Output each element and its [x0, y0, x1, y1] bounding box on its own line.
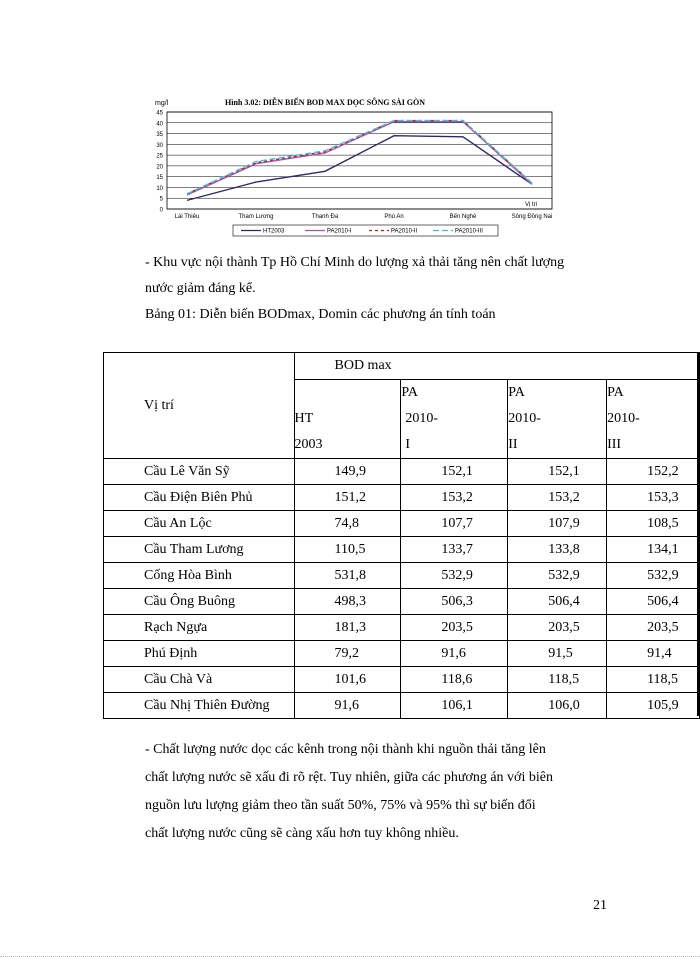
- value-cell: 106,0: [508, 693, 607, 719]
- location-header: Vị trí: [144, 397, 174, 413]
- location-cell: Cầu Ông Buông: [104, 589, 295, 615]
- x-tick-label: Phú An: [384, 214, 404, 220]
- y-tick-label: 25: [156, 153, 163, 160]
- y-tick-label: 40: [156, 121, 163, 128]
- col-ht-line-1: HT: [294, 411, 314, 426]
- legend-label: HT2003: [263, 228, 285, 235]
- bullet-line-2: nước giảm đáng kể.: [145, 281, 256, 296]
- value-cell: 506,3: [401, 589, 508, 615]
- table-row: [104, 641, 700, 667]
- table-row: [104, 563, 700, 589]
- value-cell: 151,2: [294, 485, 401, 511]
- table-caption: Bảng 01: Diễn biến BODmax, Domin các phương án tính toán: [145, 307, 496, 322]
- col-header-pa2010-iii: [607, 380, 700, 459]
- y-tick-label: 15: [156, 175, 163, 182]
- col-header-pa2010-i: [401, 380, 508, 459]
- bod-max-header-cell: [294, 353, 700, 380]
- value-cell: 531,8: [294, 563, 401, 589]
- value-cell: 498,3: [294, 589, 401, 615]
- col-ht-line-2: 2003: [294, 437, 323, 452]
- table-row: [104, 459, 700, 485]
- value-cell: 149,9: [294, 459, 401, 485]
- body-paragraph: [145, 736, 553, 848]
- value-cell: 91,5: [508, 641, 607, 667]
- table-row: [104, 537, 700, 563]
- bod-table: [103, 352, 700, 719]
- table-row: [104, 693, 700, 719]
- value-cell: 153,2: [508, 485, 607, 511]
- value-cell: 133,8: [508, 537, 607, 563]
- y-tick-label: 20: [156, 164, 163, 171]
- value-cell: 203,5: [508, 615, 607, 641]
- col-pa2-line-2: 2010-: [508, 411, 541, 426]
- value-cell: 506,4: [607, 589, 700, 615]
- value-cell: 101,6: [294, 667, 401, 693]
- x-tick-label: Thanh Đa: [311, 214, 339, 220]
- y-axis-label: mg/l: [155, 100, 169, 107]
- bod-max-header: BOD max: [334, 358, 392, 373]
- location-cell: Cầu An Lộc: [104, 511, 295, 537]
- location-cell: Cầu Lê Văn Sỹ: [104, 459, 295, 485]
- value-cell: 152,1: [401, 459, 508, 485]
- para-line-3: nguồn lưu lượng giảm theo tần suất 50%, 75% và 95% thì sự biến đổi: [145, 798, 536, 813]
- location-cell: Phú Định: [104, 641, 295, 667]
- value-cell: 79,2: [294, 641, 401, 667]
- legend-label: PA2010-I: [327, 228, 352, 235]
- col-pa2-line-1: PA: [508, 385, 525, 400]
- y-tick-label: 35: [156, 132, 163, 139]
- col-pa3-line-1: PA: [607, 385, 624, 400]
- legend-label: PA2010-II: [391, 228, 418, 235]
- value-cell: 203,5: [401, 615, 508, 641]
- x-axis-label: Vị trí: [525, 202, 538, 208]
- table-row: [104, 667, 700, 693]
- value-cell: 108,5: [607, 511, 700, 537]
- y-tick-label: 10: [156, 185, 163, 192]
- value-cell: 152,2: [607, 459, 700, 485]
- value-cell: 134,1: [607, 537, 700, 563]
- value-cell: 118,5: [607, 667, 700, 693]
- y-tick-label: 45: [156, 110, 163, 117]
- table-row: [104, 485, 700, 511]
- chart-background: [145, 93, 570, 245]
- x-tick-label: Lái Thiêu: [174, 214, 200, 220]
- table-row: [104, 511, 700, 537]
- value-cell: 203,5: [607, 615, 700, 641]
- value-cell: 153,3: [607, 485, 700, 511]
- location-header-cell: [104, 353, 295, 459]
- col-pa3-line-3: III: [607, 437, 622, 452]
- value-cell: 91,6: [294, 693, 401, 719]
- y-tick-label: 30: [156, 142, 163, 149]
- x-tick-label: Sông Đồng Nai: [511, 214, 553, 220]
- value-cell: 506,4: [508, 589, 607, 615]
- col-pa1-line-3: I: [405, 437, 411, 452]
- bod-chart: [145, 93, 570, 245]
- location-cell: Rạch Ngựa: [104, 615, 295, 641]
- table-row: [104, 615, 700, 641]
- col-pa3-line-2: 2010-: [607, 411, 640, 426]
- page-number: 21: [593, 898, 607, 913]
- para-line-1: - Chất lượng nước dọc các kênh trong nội thành khi nguồn thải tăng lên: [145, 742, 546, 757]
- legend-label: PA2010-III: [455, 228, 483, 235]
- chart-title: Hình 3.02: DIỄN BIẾN BOD MAX DỌC SÔNG SÀI GÒN: [225, 98, 426, 107]
- value-cell: 74,8: [294, 511, 401, 537]
- value-cell: 152,1: [508, 459, 607, 485]
- location-cell: Cống Hòa Bình: [104, 563, 295, 589]
- value-cell: 110,5: [294, 537, 401, 563]
- value-cell: 532,9: [401, 563, 508, 589]
- value-cell: 105,9: [607, 693, 700, 719]
- bullet-line-1: - Khu vực nội thành Tp Hồ Chí Minh do lượng xả thải tăng nên chất lượng: [145, 255, 565, 270]
- col-header-pa2010-ii: [508, 380, 607, 459]
- value-cell: 133,7: [401, 537, 508, 563]
- y-tick-label: 0: [159, 207, 163, 214]
- col-header-ht2003: [294, 380, 401, 459]
- value-cell: 91,6: [401, 641, 508, 667]
- location-cell: Cầu Chà Và: [104, 667, 295, 693]
- value-cell: 532,9: [607, 563, 700, 589]
- col-pa2-line-3: II: [508, 437, 518, 452]
- location-cell: Cầu Điện Biên Phủ: [104, 485, 295, 511]
- x-tick-label: Bến Nghé: [449, 214, 477, 220]
- col-pa1-line-1: PA: [401, 385, 418, 400]
- value-cell: 153,2: [401, 485, 508, 511]
- value-cell: 107,9: [508, 511, 607, 537]
- y-tick-label: 5: [159, 196, 163, 203]
- para-line-2: chất lượng nước sẽ xấu đi rõ rệt. Tuy nhiên, giữa các phương án với biên: [145, 770, 553, 785]
- value-cell: 107,7: [401, 511, 508, 537]
- location-cell: Cầu Nhị Thiên Đường: [104, 693, 295, 719]
- value-cell: 106,1: [401, 693, 508, 719]
- value-cell: 532,9: [508, 563, 607, 589]
- value-cell: 118,5: [508, 667, 607, 693]
- x-tick-label: Tham Lương: [238, 214, 274, 220]
- value-cell: 91,4: [607, 641, 700, 667]
- table-row: [104, 589, 700, 615]
- col-pa1-line-2: 2010-: [405, 411, 439, 426]
- para-line-4: chất lượng nước cũng sẽ càng xấu hơn tuy không nhiều.: [145, 826, 459, 841]
- location-cell: Cầu Tham Lương: [104, 537, 295, 563]
- value-cell: 181,3: [294, 615, 401, 641]
- value-cell: 118,6: [401, 667, 508, 693]
- page-bottom-rule: [0, 956, 700, 957]
